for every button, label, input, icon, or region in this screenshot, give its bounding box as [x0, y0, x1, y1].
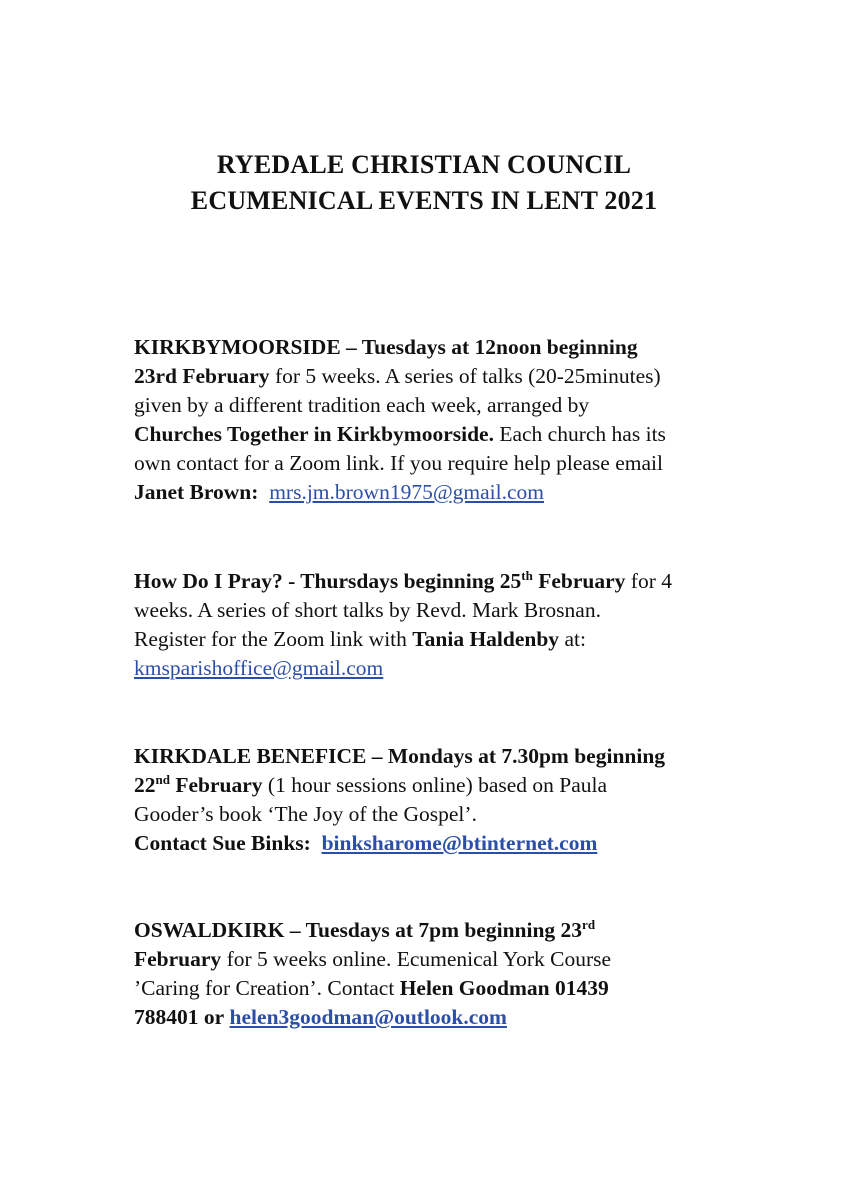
event-kirkdale-benefice [134, 742, 774, 858]
event-date: 22 [134, 773, 156, 797]
event-date: 23rd February [134, 364, 270, 388]
event-month: February [532, 569, 626, 593]
event-month: February [134, 947, 222, 971]
event-oswaldkirk [134, 916, 774, 1032]
page-title-line1: RYEDALE CHRISTIAN COUNCIL [216, 150, 632, 179]
event-month: February [169, 773, 263, 797]
event-how-do-i-pray [134, 567, 774, 683]
event-heading: KIRKDALE BENEFICE – Mondays at 7.30pm beginning [134, 744, 666, 768]
contact-phone: 788401 or [134, 1005, 225, 1029]
event-text: Register for the Zoom link with [134, 627, 413, 651]
event-heading: KIRKBYMOORSIDE – Tuesdays at 12noon beginning [134, 335, 638, 359]
event-text: Each church has its [493, 422, 666, 446]
event-heading: OSWALDKIRK – Tuesdays at 7pm beginning 23 [134, 918, 583, 942]
date-suffix: th [521, 568, 533, 584]
event-kirkbymoorside [134, 333, 774, 507]
event-text: weeks. A series of short talks by Revd. Mark Brosnan. [134, 598, 601, 622]
event-text: for 4 [625, 569, 672, 593]
contact-name: Helen Goodman 01439 [399, 976, 609, 1000]
event-text: ’Caring for Creation’. Contact [134, 976, 400, 1000]
contact-name: Janet Brown: [134, 480, 259, 504]
event-text: for 5 weeks online. Ecumenical York Course [221, 947, 612, 971]
page-title-line2: ECUMENICAL EVENTS IN LENT 2021 [190, 186, 658, 215]
event-organiser: Churches Together in Kirkbymoorside. [134, 422, 494, 446]
event-text: at: [559, 627, 586, 651]
date-suffix: nd [155, 772, 170, 788]
event-text: given by a different tradition each week, arranged by [134, 393, 590, 417]
email-link-janet-brown[interactable]: mrs.jm.brown1975@gmail.com [269, 480, 544, 504]
contact-name: Contact Sue Binks: [134, 831, 311, 855]
contact-name: Tania Haldenby [412, 627, 560, 651]
email-link-kms-parish-office[interactable]: kmsparishoffice@gmail.com [134, 656, 384, 680]
email-link-sue-binks[interactable]: binksharome@btinternet.com [321, 831, 598, 855]
event-text: own contact for a Zoom link. If you require help please email [134, 451, 663, 475]
event-text: for 5 weeks. A series of talks (20-25minutes) [269, 364, 661, 388]
event-heading: How Do I Pray? - Thursdays beginning 25 [134, 569, 522, 593]
date-suffix: rd [582, 917, 596, 933]
event-text: (1 hour sessions online) based on Paula [262, 773, 608, 797]
event-text: Gooder’s book ‘The Joy of the Gospel’. [134, 802, 477, 826]
email-link-helen-goodman[interactable]: helen3goodman@outlook.com [229, 1005, 507, 1029]
